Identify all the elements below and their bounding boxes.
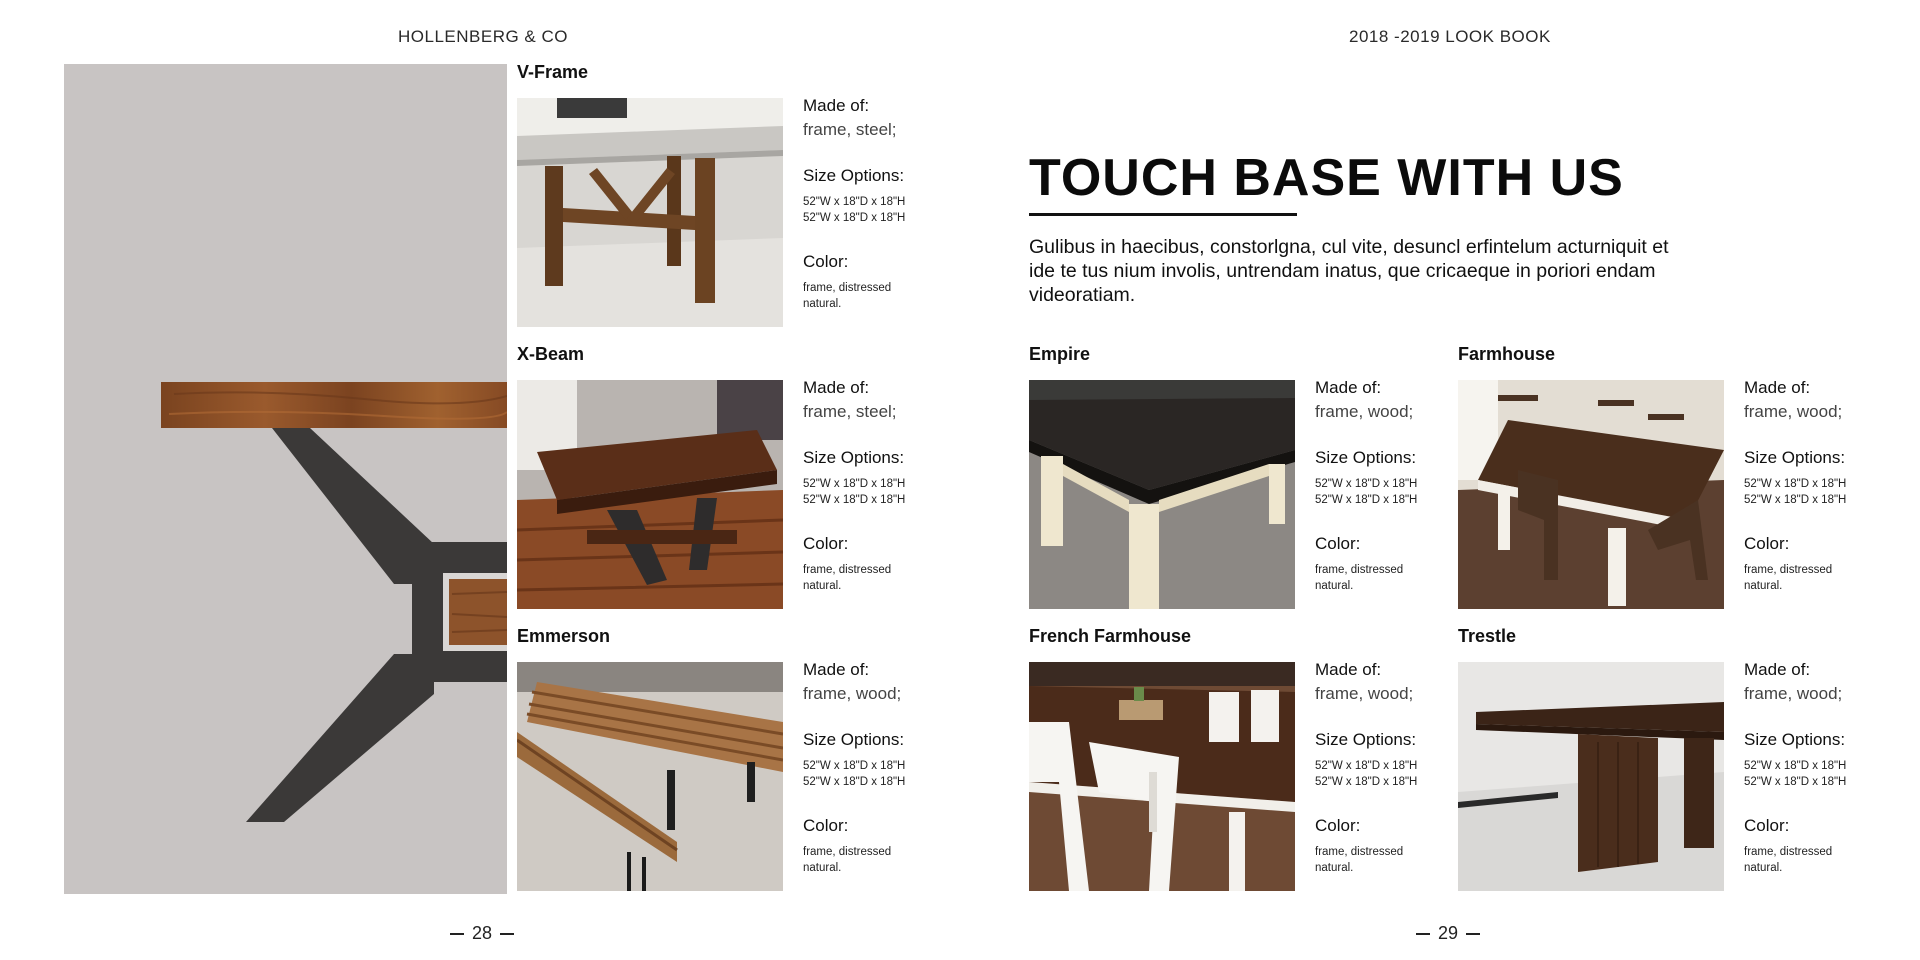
color-value-line-1: frame, distressed — [1744, 846, 1833, 858]
made-of-label: Made of: — [1744, 378, 1811, 397]
color-value-line-2: natural. — [803, 862, 842, 874]
product-specs — [1744, 660, 1874, 876]
product-specs — [1315, 660, 1445, 876]
product-specs — [1744, 378, 1874, 594]
dash-icon — [1416, 933, 1430, 935]
made-of-value: frame, steel; — [803, 402, 897, 421]
color-value-line-1: frame, distressed — [1315, 846, 1404, 858]
made-of-label: Made of: — [803, 378, 870, 397]
made-of-value: frame, wood; — [1744, 402, 1843, 421]
page-number-value: 29 — [1438, 923, 1459, 943]
page-number-value: 28 — [472, 923, 493, 943]
hero-table-leg-image — [64, 64, 507, 894]
size-option-1: 52"W x 18"D x 18"H — [1744, 478, 1847, 490]
page-number-left — [450, 923, 514, 944]
product-title: V-Frame — [517, 62, 589, 82]
size-option-2: 52"W x 18"D x 18"H — [1315, 494, 1418, 506]
color-label: Color: — [803, 252, 849, 271]
made-of-label: Made of: — [1744, 660, 1811, 679]
made-of-value: frame, wood; — [803, 684, 902, 703]
product-specs — [803, 660, 933, 876]
product-photo — [517, 380, 783, 609]
size-options-label: Size Options: — [1315, 448, 1417, 467]
size-options-label: Size Options: — [1744, 448, 1846, 467]
color-value-line-1: frame, distressed — [803, 846, 892, 858]
color-value-line-1: frame, distressed — [803, 564, 892, 576]
table-leg-illustration — [64, 64, 507, 894]
steel-upper-diagonal — [272, 428, 434, 584]
size-option-1: 52"W x 18"D x 18"H — [1744, 760, 1847, 772]
made-of-value: frame, steel; — [803, 120, 897, 139]
dash-icon — [1466, 933, 1480, 935]
color-label: Color: — [803, 816, 849, 835]
product-photo — [1029, 380, 1295, 609]
product-photo — [1458, 662, 1724, 891]
product-empire — [1029, 344, 1449, 609]
product-specs — [1315, 378, 1445, 594]
size-option-2: 52"W x 18"D x 18"H — [1744, 776, 1847, 788]
intro-title: TOUCH BASE WITH US — [1029, 149, 1624, 207]
size-option-1: 52"W x 18"D x 18"H — [803, 478, 906, 490]
product-photo — [1029, 662, 1295, 891]
page-number-right — [1416, 923, 1480, 944]
product-specs — [803, 96, 933, 312]
color-label: Color: — [1744, 816, 1790, 835]
size-option-1: 52"W x 18"D x 18"H — [1315, 760, 1418, 772]
product-x-beam — [517, 344, 937, 609]
tabletop-plank — [161, 382, 507, 428]
title-underline — [1029, 213, 1297, 216]
size-option-2: 52"W x 18"D x 18"H — [803, 212, 906, 224]
made-of-value: frame, wood; — [1315, 684, 1414, 703]
product-photo — [517, 98, 783, 327]
color-value-line-2: natural. — [1744, 862, 1783, 874]
size-option-2: 52"W x 18"D x 18"H — [803, 776, 906, 788]
size-option-1: 52"W x 18"D x 18"H — [1315, 478, 1418, 490]
product-title: Farmhouse — [1458, 344, 1556, 364]
product-emmerson — [517, 626, 937, 891]
product-farmhouse — [1458, 344, 1878, 609]
color-value-line-2: natural. — [803, 298, 842, 310]
made-of-label: Made of: — [803, 96, 870, 115]
size-option-2: 52"W x 18"D x 18"H — [1744, 494, 1847, 506]
color-value-line-2: natural. — [1315, 862, 1354, 874]
color-label: Color: — [1315, 816, 1361, 835]
product-title: Emmerson — [517, 626, 611, 646]
product-trestle — [1458, 626, 1878, 891]
product-photo — [1458, 380, 1724, 609]
product-photo — [517, 662, 783, 891]
color-value-line-1: frame, distressed — [1315, 564, 1404, 576]
product-specs — [803, 378, 933, 594]
product-title: X-Beam — [517, 344, 585, 364]
made-of-value: frame, wood; — [1315, 402, 1414, 421]
made-of-label: Made of: — [1315, 378, 1382, 397]
size-options-label: Size Options: — [803, 166, 905, 185]
intro-paragraph: Gulibus in haecibus, constorlgna, cul vite, desuncl erfintelum acturniquit et ide te tus nium involis, untrendam inatus, que cricaeque in poriori endam videoratiam. — [1029, 236, 1669, 306]
dash-icon — [500, 933, 514, 935]
size-options-label: Size Options: — [1744, 730, 1846, 749]
size-options-label: Size Options: — [803, 448, 905, 467]
size-option-1: 52"W x 18"D x 18"H — [803, 760, 906, 772]
lookbook-header: 2018 -2019 LOOK BOOK — [1349, 27, 1551, 46]
color-value-line-1: frame, distressed — [803, 282, 892, 294]
color-label: Color: — [1744, 534, 1790, 553]
product-title: Trestle — [1458, 626, 1517, 646]
color-label: Color: — [803, 534, 849, 553]
size-options-label: Size Options: — [1315, 730, 1417, 749]
made-of-value: frame, wood; — [1744, 684, 1843, 703]
product-v-frame — [517, 62, 937, 327]
product-title: French Farmhouse — [1029, 626, 1192, 646]
product-french-farmhouse — [1029, 626, 1449, 891]
color-value-line-1: frame, distressed — [1744, 564, 1833, 576]
color-value-line-2: natural. — [1315, 580, 1354, 592]
dash-icon — [450, 933, 464, 935]
steel-lower-diagonal — [246, 654, 434, 822]
product-title: Empire — [1029, 344, 1091, 364]
size-options-label: Size Options: — [803, 730, 905, 749]
color-label: Color: — [1315, 534, 1361, 553]
size-option-2: 52"W x 18"D x 18"H — [803, 494, 906, 506]
wood-inset — [449, 579, 507, 645]
size-option-1: 52"W x 18"D x 18"H — [803, 196, 906, 208]
made-of-label: Made of: — [1315, 660, 1382, 679]
color-value-line-2: natural. — [803, 580, 842, 592]
book-brand-header: HOLLENBERG & CO — [398, 27, 568, 46]
made-of-label: Made of: — [803, 660, 870, 679]
color-value-line-2: natural. — [1744, 580, 1783, 592]
size-option-2: 52"W x 18"D x 18"H — [1315, 776, 1418, 788]
